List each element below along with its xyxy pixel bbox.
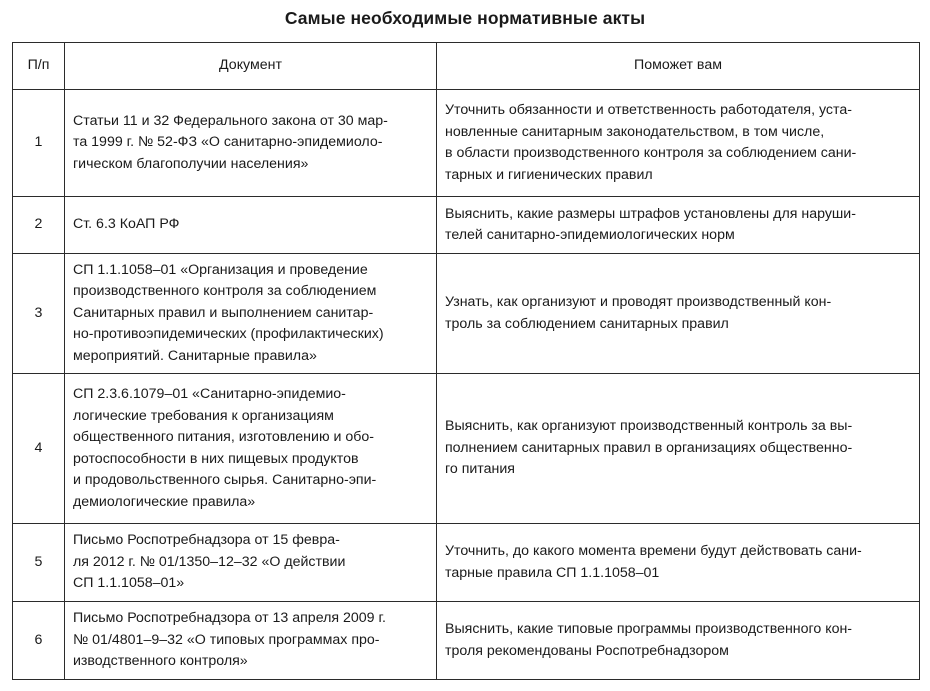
row-number: 2 [13,197,65,254]
helps-line: Уточнить, до какого момента времени будут действовать сани- [445,543,862,559]
helps-cell [437,254,920,374]
helps-line: тарные правила СП 1.1.1058–01 [445,564,660,581]
table-row [13,602,920,680]
document-line: и продовольственного сырья. Санитарно-эпи- [73,472,377,488]
document-line: логические требования к организациям [73,407,334,424]
helps-line: троль за соблюдением санитарных правил [445,315,729,332]
document-line: изводственного контроля» [73,653,248,670]
helps-line: Выяснить, какие типовые программы производственного кон- [445,621,853,637]
row-number: 3 [13,254,65,374]
helps-line: троля рекомендованы Роспотребнадзором [445,642,729,659]
document-line: но-противоэпидемических (профилактических) [73,326,384,343]
document-line: Письмо Роспотребнадзора от 15 февра- [73,532,340,549]
column-header-helps: Поможет вам [437,43,920,90]
table-row [13,197,920,254]
column-header-number: П/п [13,43,65,90]
helps-line: полнением санитарных правил в организациях общественно- [445,439,853,456]
row-number: 4 [13,374,65,524]
document-line: СП 2.3.6.1079–01 «Санитарно-эпидемио- [73,386,346,402]
document-line: демиологические правила» [73,493,256,510]
helps-cell [437,524,920,602]
page-title: Самые необходимые нормативные акты [284,8,646,28]
helps-cell [437,602,920,680]
helps-line: Выяснить, какие размеры штрафов установлены для наруши- [445,205,856,222]
document-cell [65,197,437,254]
column-header-document: Документ [65,43,437,90]
normative-acts-table [12,42,920,680]
document-line: мероприятий. Санитарные правила» [73,347,317,364]
document-line: СП 1.1.1058–01» [73,575,185,592]
table-row [13,374,920,524]
table-header-row [13,43,920,90]
helps-cell [437,374,920,524]
document-line: Ст. 6.3 КоАП РФ [73,216,180,233]
helps-line: в области производственного контроля за соблюдением сани- [445,145,857,161]
row-number: 5 [13,524,65,602]
document-line: Статьи 11 и 32 Федерального закона от 30 мар- [73,112,388,129]
helps-line: Выяснить, как организуют производственный контроль за вы- [445,418,853,435]
document-line: Санитарных правил и выполнением санитар- [73,304,374,321]
document-line: производственного контроля за соблюдением [73,283,377,300]
helps-line: тарных и гигиенических правил [445,166,653,183]
document-line: СП 1.1.1058–01 «Организация и проведение [73,261,368,278]
document-cell [65,254,437,374]
document-line: ля 2012 г. № 01/1350–12–32 «О действии [73,553,346,570]
helps-cell [437,90,920,197]
helps-line: го питания [445,461,515,478]
document-cell [65,602,437,680]
row-number: 1 [13,90,65,197]
helps-line: Уточнить обязанности и ответственность работодателя, уста- [445,102,852,118]
document-cell [65,374,437,524]
document-line: та 1999 г. № 52-ФЗ «О санитарно-эпидемиоло- [73,134,383,151]
helps-line: новленные санитарным законодательством, в том числе, [445,123,825,140]
helps-line: телей санитарно-эпидемиологических норм [445,227,735,243]
row-number: 6 [13,602,65,680]
table-row [13,90,920,197]
document-line: гическом благополучии населения» [73,155,309,172]
document-line: общественного питания, изготовлению и обо- [73,429,375,445]
table-row [13,524,920,602]
table-row [13,254,920,374]
document-cell [65,524,437,602]
document-cell [65,90,437,197]
document-line: Письмо Роспотребнадзора от 13 апреля 2009 г. [73,610,386,627]
document-line: ротоспособности в них пищевых продуктов [73,450,359,467]
document-line: № 01/4801–9–32 «О типовых программах про- [73,631,380,648]
helps-cell [437,197,920,254]
helps-line: Узнать, как организуют и проводят производственный кон- [445,294,832,310]
